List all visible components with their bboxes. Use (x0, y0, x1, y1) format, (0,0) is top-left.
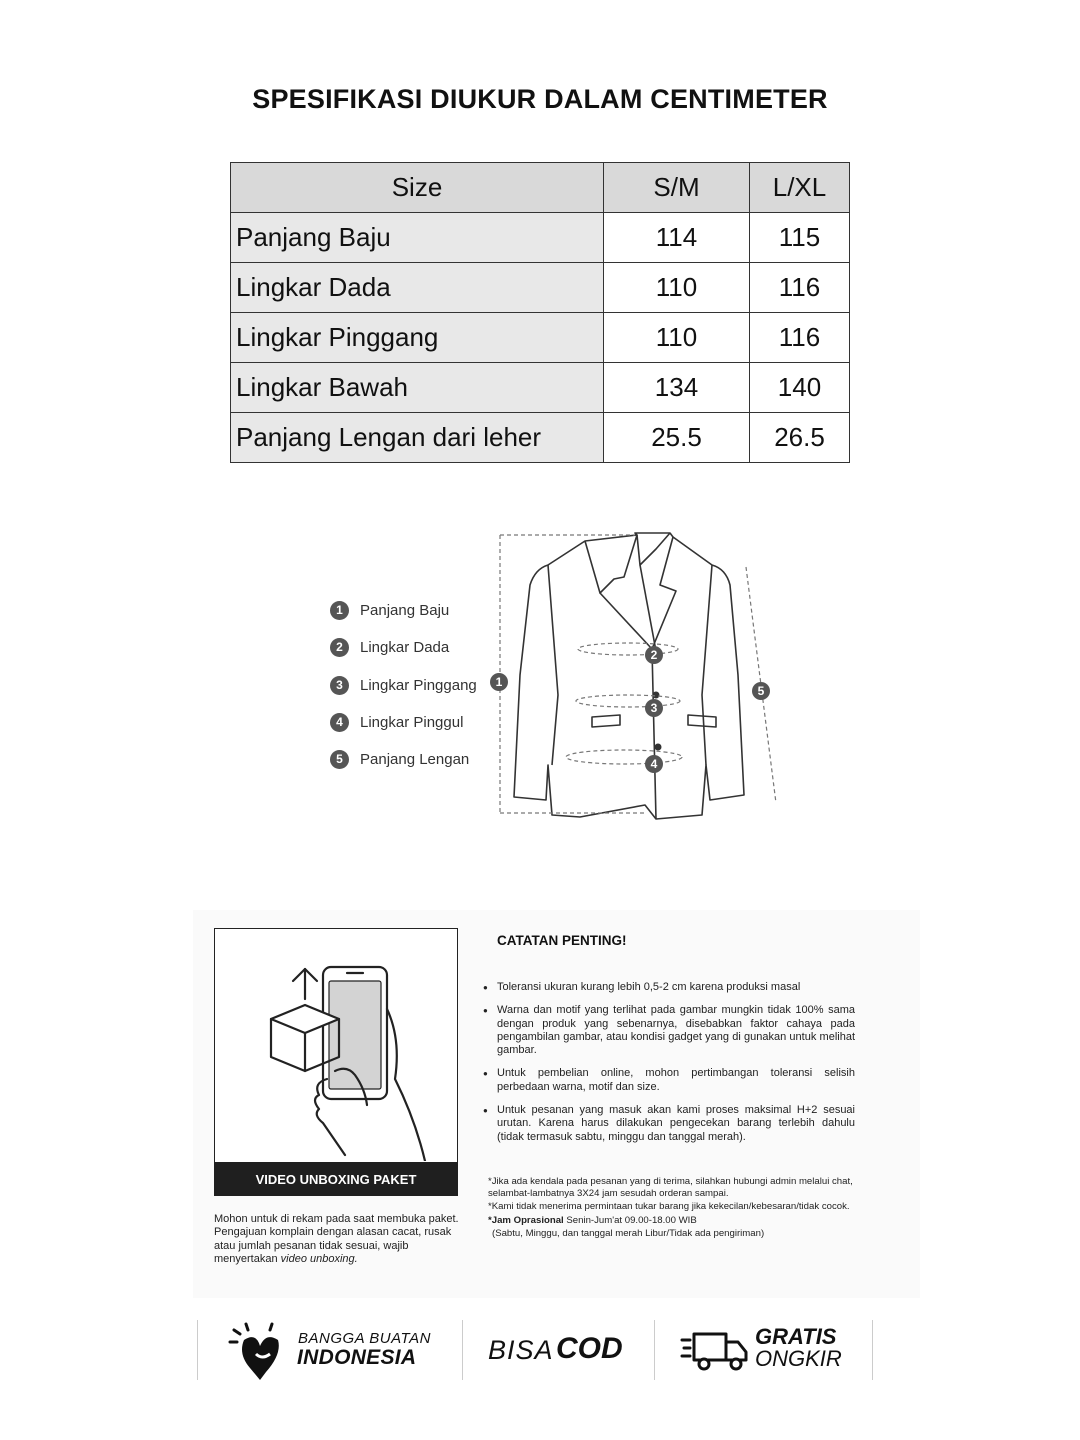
footnotes (488, 1176, 888, 1241)
marker-3: 3 (650, 701, 658, 715)
footnote: *Jika ada kendala pada pesanan yang di terima, silahkan hubungi admin melalui chat, selambat-lambatnya 3X24 jam sesudah orderan sampai. (488, 1176, 853, 1200)
legend-label: Panjang Lengan (360, 750, 470, 768)
cell-lxl: 26.5 (750, 413, 850, 463)
marker-5: 5 (757, 684, 765, 698)
badge-ongkir-line1: GRATIS (755, 1324, 837, 1349)
legend-label: Lingkar Pinggang (360, 676, 477, 694)
unboxing-note-emphasis: video unboxing. (280, 1253, 358, 1266)
button-dot (653, 692, 660, 699)
legend-item-2 (330, 636, 449, 658)
marker-1: 1 (495, 675, 503, 689)
legend-number: 4 (330, 713, 349, 732)
unboxing-note-text: Mohon untuk di rekam pada saat membuka paket. Pengajuan komplain dengan alasan cacat, rusak atau jumlah pesanan tidak sesuai, wajib menyertakan (214, 1213, 459, 1266)
cell-lxl: 116 (750, 263, 850, 313)
row-label: Panjang Lengan dari leher (231, 413, 604, 463)
divider (462, 1320, 463, 1380)
table-row (231, 363, 850, 413)
legend-number: 2 (330, 638, 349, 657)
legend-number: 3 (330, 676, 349, 695)
unboxing-card (214, 928, 458, 1196)
table-header-row (231, 163, 850, 213)
legend-item-1 (330, 599, 449, 621)
divider (197, 1320, 198, 1380)
legend-item-5 (330, 748, 469, 770)
button-dot (655, 744, 662, 751)
legend-label: Lingkar Pinggul (360, 713, 464, 731)
legend-number: 1 (330, 601, 349, 620)
legend-item-3 (330, 674, 477, 696)
cell-sm: 110 (604, 313, 750, 363)
table-row (231, 263, 850, 313)
marker-4: 4 (650, 757, 658, 771)
heart-hand-icon (226, 1320, 290, 1384)
legend-label: Panjang Baju (360, 601, 450, 619)
footnote-hours (488, 1215, 888, 1227)
badge-cod-word: COD (556, 1332, 623, 1365)
legend-number: 5 (330, 750, 349, 769)
notes-title: CATATAN PENTING! (497, 933, 627, 948)
divider (872, 1320, 873, 1380)
badge-cod-prefix: BISA (488, 1335, 554, 1365)
header-size: Size (231, 163, 604, 213)
list-item: ● Toleransi ukuran kurang lebih 0,5-2 cm karena produksi masal (483, 981, 855, 994)
legend-label: Lingkar Dada (360, 638, 450, 656)
row-label: Panjang Baju (231, 213, 604, 263)
list-item: ● Untuk pembelian online, mohon pertimbangan toleransi selisih perbedaan warna, motif dan size. (483, 1067, 855, 1094)
header-sm: S/M (604, 163, 750, 213)
footnote: *Kami tidak menerima permintaan tukar barang jika kekecilan/kebesaran/tidak cocok. (488, 1201, 850, 1213)
table-row (231, 313, 850, 363)
cell-sm: 134 (604, 363, 750, 413)
table-row (231, 413, 850, 463)
hours-value: Senin-Jum'at 09.00-18.00 WIB (563, 1214, 697, 1226)
blazer-diagram (480, 525, 790, 825)
notes-list (483, 981, 855, 1154)
row-label: Lingkar Pinggang (231, 313, 604, 363)
hours-label: *Jam Oprasional (488, 1214, 564, 1226)
badge-indonesia-line2: INDONESIA (297, 1346, 417, 1369)
cell-sm: 110 (604, 263, 750, 313)
table-row (231, 213, 850, 263)
row-label: Lingkar Bawah (231, 363, 604, 413)
delivery-truck-icon (680, 1328, 750, 1372)
cell-sm: 25.5 (604, 413, 750, 463)
cell-sm: 114 (604, 213, 750, 263)
cell-lxl: 116 (750, 313, 850, 363)
legend-item-4 (330, 711, 463, 733)
marker-2: 2 (650, 648, 658, 662)
cell-lxl: 140 (750, 363, 850, 413)
list-item: ● Untuk pesanan yang masuk akan kami proses maksimal H+2 sesuai urutan. Karena harus dilakukan pengecekan barang terlebih dahulu (tidak termasuk sabtu, minggu dan tanggal merah). (483, 1104, 855, 1144)
cell-lxl: 115 (750, 213, 850, 263)
hours-note: (Sabtu, Minggu, dan tanggal merah Libur/Tidak ada pengiriman) (492, 1227, 765, 1239)
badge-ongkir-line2: ONGKIR (755, 1346, 842, 1371)
divider (654, 1320, 655, 1380)
phone-box-icon (215, 929, 456, 1161)
page-title: SPESIFIKASI DIUKUR DALAM CENTIMETER (252, 84, 828, 114)
header-lxl: L/XL (750, 163, 850, 213)
list-item: ● Warna dan motif yang terlihat pada gambar mungkin tidak 100% sama dengan produk yang sebenarnya, disebabkan faktor cahaya pada pengambilan gambar, atau kondisi gadget yang di gunakan untuk melihat gambar. (483, 1004, 855, 1057)
row-label: Lingkar Dada (231, 263, 604, 313)
size-table (230, 162, 850, 463)
unboxing-note (214, 1213, 464, 1267)
unboxing-label: VIDEO UNBOXING PAKET (214, 1162, 458, 1196)
badge-indonesia-line1: BANGGA BUATAN (298, 1330, 431, 1347)
